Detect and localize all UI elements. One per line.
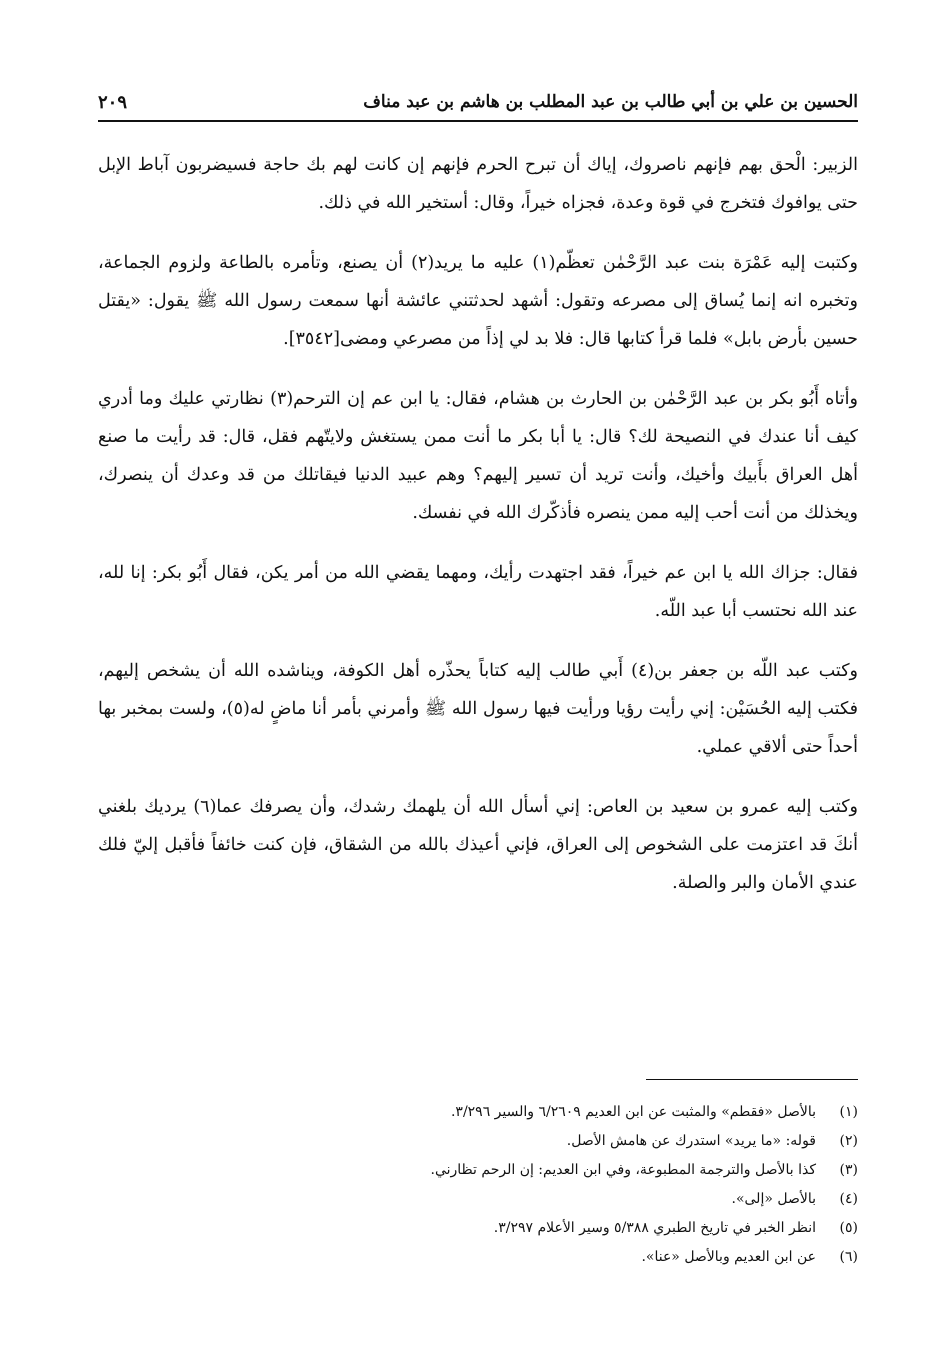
page-number: ٢٠٩ <box>98 91 128 113</box>
running-title: الحسين بن علي بن أبي طالب بن عبد المطلب بن هاشم بن عبد مناف <box>363 92 858 112</box>
paragraph: وكتب عبد اللّه بن جعفر بن(٤) أَبي طالب إليه كتاباً يحذّره أهل الكوفة، ويناشده الله أن يشخص إليهم، فكتب إليه الحُسَيْن: إني رأيت رؤيا ورأيت فيها رسول الله ﷺ وأمرني بأمر أنا ماضٍ له(٥)، ولست بمخبر بها أحداً حتى ألاقي عملي. <box>98 661 858 757</box>
paragraph: فقال: جزاك الله يا ابن عم خيراً، فقد اجتهدت رأيك، ومهما يقضي الله من أمر يكن، فقال أَبُو بكر: إنا لله، عند الله نحتسب أبا عبد اللّه. <box>98 563 858 621</box>
footnote-number: (٣) <box>839 1162 858 1178</box>
paragraph: وكتب إليه عمرو بن سعيد بن العاص: إني أسأل الله أن يلهمك رشدك، وأن يصرفك عما(٦) يرديك بلغني أنكَ قد اعتزمت على الشخوص إلى العراق، فإني أعيذك بالله من الشقاق، فإن كنت خائفاً فأقبل إليّ فلك عندي الأمان والبر والصلة. <box>98 797 858 893</box>
footnote-item <box>98 1127 858 1156</box>
footnote-separator <box>646 1079 858 1080</box>
paragraph: وكتبت إليه عَمْرَة بنت عبد الرَّحْمٰن تعظّم(١) عليه ما يريد(٢) أن يصنع، وتأمره بالطاعة ولزوم الجماعة، وتخبره انه إنما يُساق إلى مصرعه وتقول: أشهد لحدثتني عائشة أنها سمعت رسول الله ﷺ يقول: «يقتل حسين بأرض بابل» فلما قرأ كتابها قال: فلا بد لي إذاً من مصرعي ومضى[٣٥٤٢]. <box>98 253 858 349</box>
footnote-item <box>98 1185 858 1214</box>
footnote-number: (٤) <box>839 1191 858 1207</box>
main-text <box>98 146 858 924</box>
footnotes <box>98 1098 858 1272</box>
paragraph: الزبير: الْحق بهم فإنهم ناصروك، إياك أن تبرح الحرم فإنهم إن كانت لهم بك حاجة فسيضربون آباط الإبل حتى يوافوك فتخرج في قوة وعدة، فجزاه خيراً، وقال: أستخير الله في ذلك. <box>98 155 858 213</box>
footnote-number: (١) <box>839 1104 858 1120</box>
footnote-item <box>98 1243 858 1272</box>
footnote-number: (٦) <box>839 1249 858 1265</box>
footnote-text: انظر الخبر في تاريخ الطبري ٥/٣٨٨ وسير الأعلام ٣/٢٩٧. <box>493 1220 816 1236</box>
page-header <box>98 84 858 122</box>
footnote-item <box>98 1214 858 1243</box>
footnote-number: (٢) <box>839 1133 858 1149</box>
footnote-number: (٥) <box>839 1220 858 1236</box>
paragraph: وأتاه أَبُو بكر بن عبد الرَّحْمٰن بن الحارث بن هشام، فقال: يا ابن عم إن الترحم(٣) نظارتي عليك وما أدري كيف أنا عندك في النصيحة لك؟ قال: يا أبا بكر ما أنت ممن يستغش ولايتّهم فقل، قال: قد رأيت ما صنع أهل العراق بأَبيك وأخيك، وأنت تريد أن تسير إليهم؟ وهم عبيد الدنيا فيقاتلك من قد وعدك أن ينصرك، ويخذلك من أنت أحب إليه ممن ينصره فأذكّرك الله في نفسك. <box>98 389 858 523</box>
footnote-text: بالأصل «فقطم» والمثبت عن ابن العديم ٦/٢٦٠٩ والسير ٣/٢٩٦. <box>450 1104 816 1120</box>
footnote-text: بالأصل «إلى». <box>731 1191 816 1207</box>
footnote-item <box>98 1098 858 1127</box>
footnote-text: كذا بالأصل والترجمة المطبوعة، وفي ابن العديم: إن الرحم تظارني. <box>430 1162 816 1178</box>
book-page <box>98 0 858 1347</box>
footnote-text: عن ابن العديم وبالأصل «عنا». <box>641 1249 816 1265</box>
footnote-item <box>98 1156 858 1185</box>
footnote-text: قوله: «ما يريد» استدرك عن هامش الأصل. <box>566 1133 816 1149</box>
